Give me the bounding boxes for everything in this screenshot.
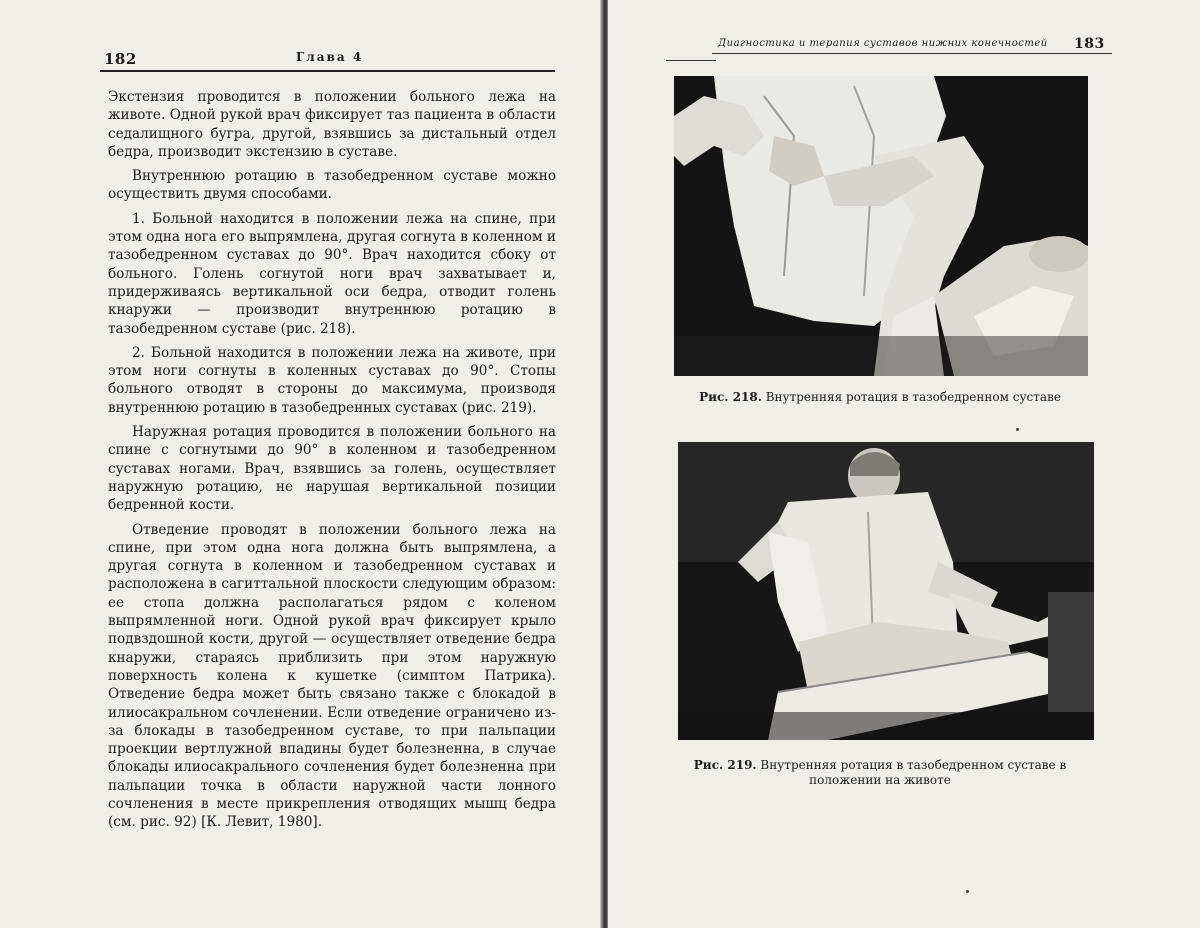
figure-219-photo: [678, 442, 1094, 740]
header-rule: [100, 70, 555, 72]
figure-219-text: Внутренняя ротация в тазобедренном суставе в положении на животе: [760, 758, 1067, 787]
paragraph: 1. Больной находится в положении лежа на спине, при этом одна нога его выпрямлена, другая согнута в коленном и тазобедренном суставах до 90°. Врач находится сбоку от больного. Голень согнутой ноги врач захватывает и, придерживаясь вертикальной оси бедра, отводит голень кнаружи — производит внутреннюю ротацию в тазобедренном суставе (рис. 218).: [108, 210, 556, 337]
page-number-right: 183: [1074, 36, 1105, 52]
paragraph: Экстензия проводится в положении больного лежа на животе. Одной рукой врач фиксирует таз пациента в области седалищного бугра, другой, взявшись за дистальный отдел бедра, производит экстензию в суставе.: [108, 89, 556, 160]
figure-218-photo: [674, 76, 1088, 376]
figure-218-text: Внутренняя ротация в тазобедренном суставе: [765, 390, 1061, 404]
header-rule-short: [666, 60, 716, 61]
running-head-right: Диагностика и терапия суставов нижних конечностей: [718, 38, 1048, 49]
figure-219-caption: [660, 758, 1100, 788]
page-number-left: 182: [104, 50, 137, 68]
print-speck: [966, 890, 969, 893]
body-text: [108, 88, 556, 838]
paragraph: 2. Больной находится в положении лежа на животе, при этом ноги согнуты в коленных суставах до 90°. Стопы больного отводят в стороны до максимума, производя внутреннюю ротацию в тазобедренных суставах (рис. 219).: [108, 344, 556, 416]
header-rule-right: [712, 53, 1112, 54]
paragraph: Внутреннюю ротацию в тазобедренном суставе можно осуществить двумя способами.: [108, 168, 556, 203]
print-speck: [1016, 428, 1019, 431]
paragraph: Наружная ротация проводится в положении больного на спине с согнутыми до 90° в коленном и тазобедренном суставах ногами. Врач, взявшись за голень, осуществляет наружную ротацию, не нарушая вертикальной позиции бедренной кости.: [108, 424, 556, 514]
chapter-title: Глава 4: [296, 50, 364, 64]
figure-218-caption: [660, 390, 1100, 405]
paragraph: Отведение проводят в положении больного лежа на спине, при этом одна нога должна быть выпрямлена, а другая согнута в коленном и тазобедренном суставах и расположена в сагиттальной плоскости следующим образом: ее стопа должна располагаться рядом с коленом выпрямленной ноги. Одной рукой врач фиксирует крыло подвздошной кости, другой — осуществляет отведение бедра кнаружи, стараясь приблизить при этом наружную поверхность колена к кушетке (симптом Патрика). Отведение бедра может быть связано также с блокадой в илиосакральном сочленении. Если отведение ограничено из-за блокады в тазобедренном суставе, то при пальпации проекции вертлужной впадины будет болезненна, в случае блокады илиосакрального сочленения будет болезненна при пальпации точка в области наружной части лонного сочленения в месте прикрепления отводящих мышц бедра (см. рис. 92) [К. Левит, 1980].: [108, 521, 556, 831]
figure-218-label: Рис. 218.: [699, 390, 762, 404]
figure-219-label: Рис. 219.: [693, 758, 757, 772]
